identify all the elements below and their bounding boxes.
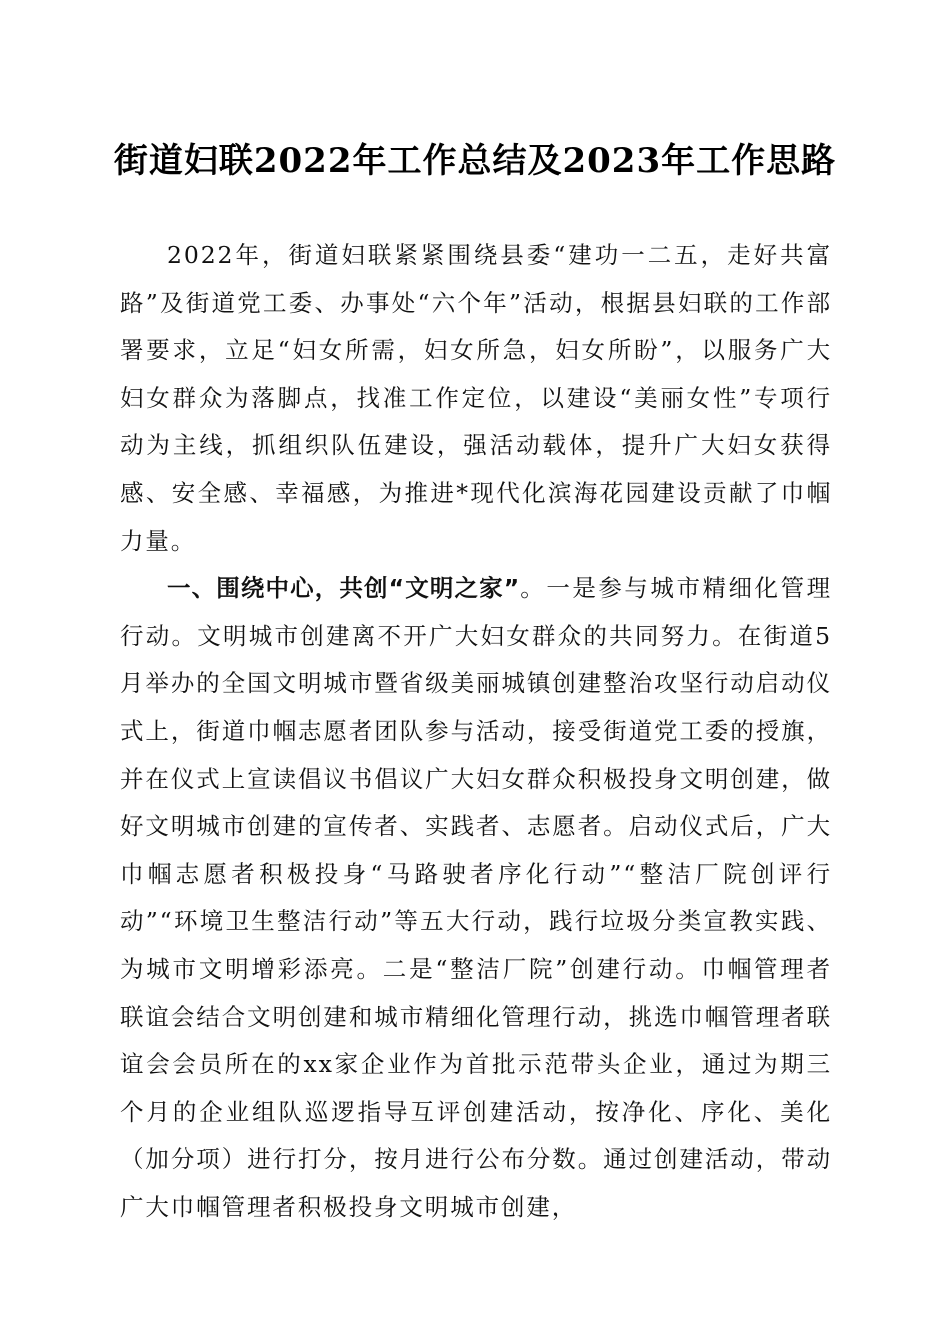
section-one-paragraph: [120, 565, 832, 1231]
document-title: 街道妇联2022年工作总结及2023年工作思路: [113, 141, 837, 181]
intro-paragraph: 2022年，街道妇联紧紧围绕县委“建功一二五，走好共富路”及街道党工委、办事处“六个年”活动，根据县妇联的工作部署要求，立足“妇女所需，妇女所急，妇女所盼”，以服务广大妇女群众为落脚点，找准工作定位，以建设“美丽女性”专项行动为主线，抓组织队伍建设，强活动载体，提升广大妇女获得感、安全感、幸福感，为推进*现代化滨海花园建设贡献了巾帼力量。: [120, 241, 832, 555]
section-one-heading: 一、围绕中心，共创“文明之家”: [167, 574, 520, 603]
section-one-text: 。一是参与城市精细化管理行动。文明城市创建离不开广大妇女群众的共同努力。在街道5月举办的全国文明城市暨省级美丽城镇创建整治攻坚行动启动仪式上，街道巾帼志愿者团队参与活动，接受街道党工委的授旗，并在仪式上宣读倡议书倡议广大妇女群众积极投身文明创建，做好文明城市创建的宣传者、实践者、志愿者。启动仪式后，广大巾帼志愿者积极投身“马路驶者序化行动”“整洁厂院创评行动”“环境卫生整洁行动”等五大行动，践行垃圾分类宣教实践、为城市文明增彩添亮。二是“整洁厂院”创建行动。巾帼管理者联谊会结合文明创建和城市精细化管理行动，挑选巾帼管理者联谊会会员所在的xx家企业作为首批示范带头企业，通过为期三个月的企业组队巡逻指导互评创建活动，按净化、序化、美化（加分项）进行打分，按月进行公布分数。通过创建活动，带动广大巾帼管理者积极投身文明城市创建，: [120, 574, 832, 1221]
document-body: [120, 232, 832, 1231]
